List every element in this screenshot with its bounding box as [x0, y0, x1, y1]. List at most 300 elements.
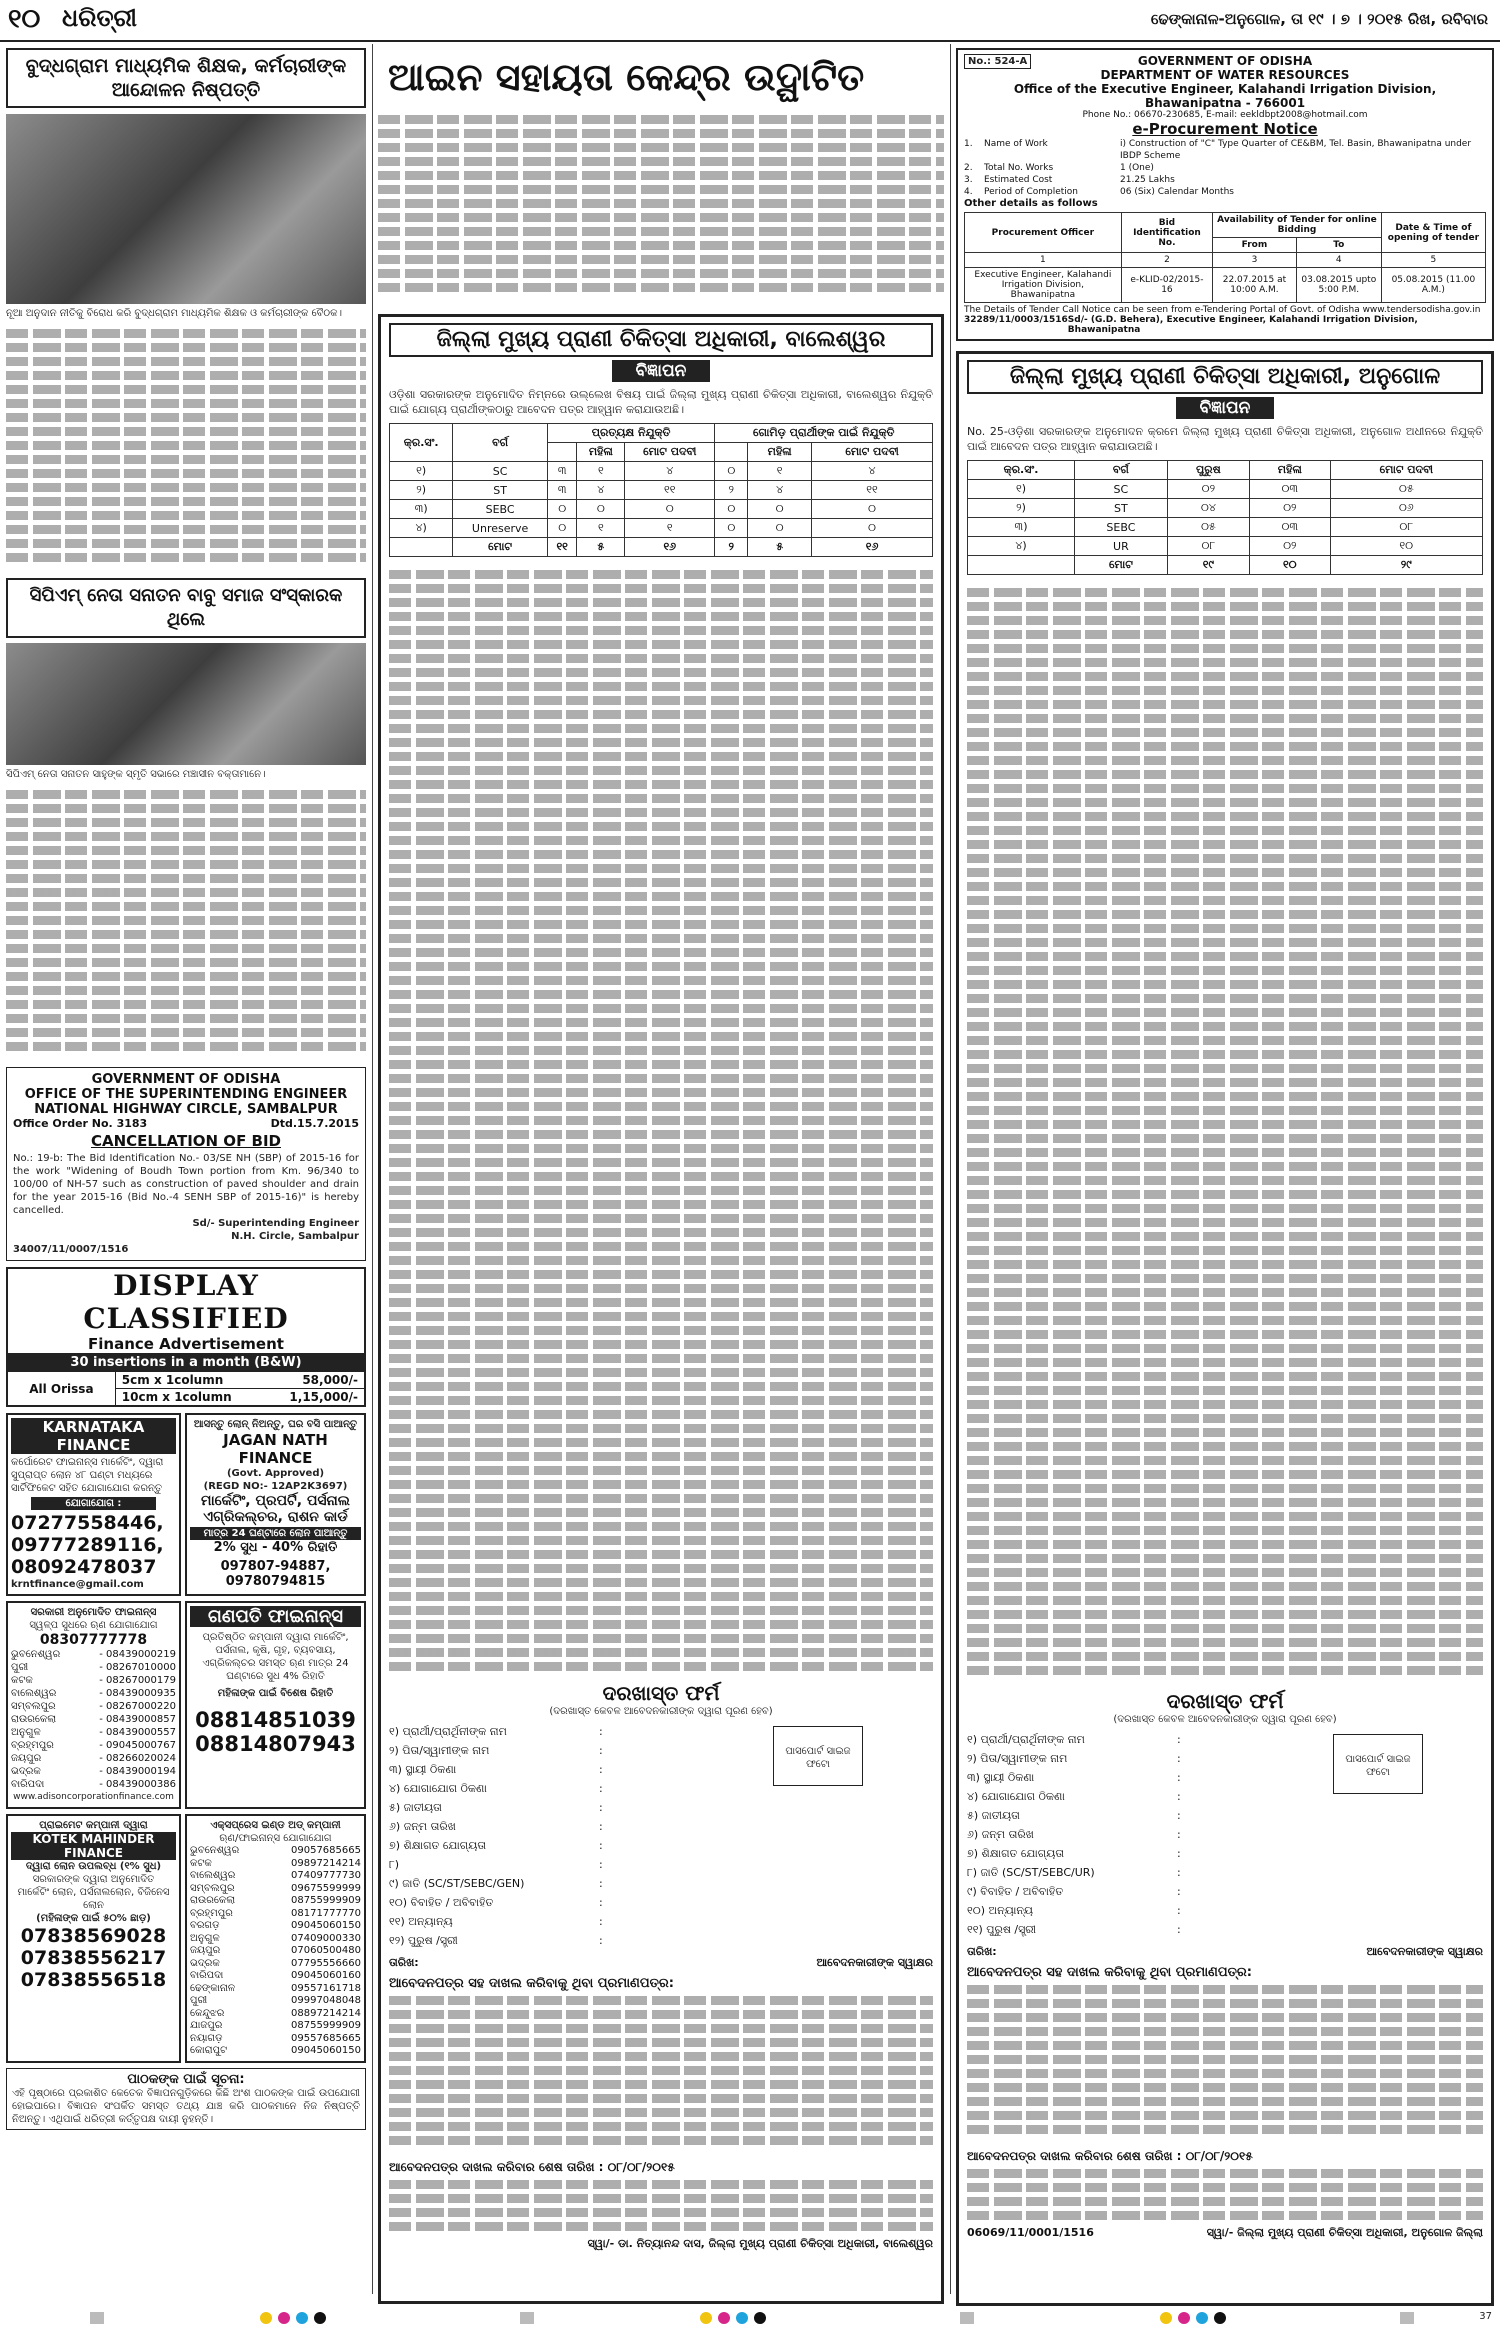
form-date: ତାରିଖ: — [389, 1956, 419, 1969]
branch-row — [190, 1945, 361, 1958]
form-field-label: ୪) ଯୋଗାଯୋଗ ଠିକଣା — [967, 1790, 1065, 1803]
table-row — [968, 480, 1483, 499]
rate-price: 58,000/- — [302, 1373, 358, 1387]
th-from: From — [1213, 238, 1297, 253]
table-row — [968, 537, 1483, 556]
branch-phone: - 08439000557 — [99, 1727, 176, 1738]
jagannath-finance-ad — [185, 1413, 366, 1596]
column-divider — [950, 44, 951, 2294]
left-column — [6, 48, 366, 2130]
print-registration-strip — [0, 2306, 1500, 2328]
express-finance-ad — [185, 1814, 366, 2063]
ad-govt: (Govt. Approved) — [226, 1468, 325, 1479]
branch-place: ବାଲେଶ୍ୱର — [11, 1688, 57, 1699]
form-field — [967, 1844, 1483, 1863]
th-total: ମୋଟ ପଦବୀ — [812, 443, 933, 462]
notice-ref: 32289/11/0003/1516 — [964, 315, 1068, 325]
branch-phone: 07060500480 — [291, 1945, 361, 1956]
branch-row — [190, 1908, 361, 1921]
form-field — [389, 1855, 933, 1874]
form-field-label: ୧୨) ପୁରୁଷ /ସ୍ତ୍ରୀ — [389, 1934, 458, 1947]
branch-place: ପୁରୀ — [11, 1662, 29, 1673]
form-field-label: ୯) ବିବାହିତ / ଅବିବାହିତ — [967, 1885, 1064, 1898]
branch-place: ଭଦ୍ରକ — [190, 1957, 220, 1969]
notice-sign: Sd/- Superintending Engineer — [192, 1218, 359, 1229]
branch-row — [11, 1739, 176, 1752]
form-field — [967, 1863, 1483, 1882]
td-to: 03.08.2015 upto 5:00 P.M. — [1296, 268, 1381, 303]
branch-row — [11, 1713, 176, 1726]
branch-place: ବ୍ରହ୍ମପୁର — [11, 1740, 54, 1751]
th-direct: ପ୍ରତ୍ୟକ୍ଷ ନିଯୁକ୍ତି — [547, 424, 715, 443]
column-number: 3 — [1213, 253, 1297, 268]
ad-tag: ବିଜ୍ଞାପନ — [1176, 397, 1275, 419]
th-category: ବର୍ଗ — [453, 424, 548, 462]
form-title: ଦରଖାସ୍ତ ଫର୍ମ — [1166, 1689, 1284, 1713]
form-signature-label: ଆବେଦନକାରୀଙ୍କ ସ୍ୱାକ୍ଷର — [1366, 1945, 1483, 1958]
ad-phone: 08092478037 — [11, 1556, 157, 1578]
table-cell: ୪ — [625, 462, 715, 481]
th-availability: Availability of Tender for online Bidding — [1213, 213, 1382, 238]
item-number: 4. — [964, 187, 973, 197]
table-cell: ୪ — [812, 462, 933, 481]
ad-title: ଜିଲ୍ଲା ମୁଖ୍ୟ ପ୍ରାଣୀ ଚିକିତ୍ସା ଅଧିକାରୀ, ଅନୁଗୋଳ — [967, 360, 1483, 394]
ad-ref: 06069/11/0001/1516 — [967, 2226, 1094, 2239]
ad-line: ଦ୍ୱାରା ଲୋନ ଉପଲବ୍ଧ (୧% ସୁଧ) — [25, 1861, 162, 1872]
ad-phone: 08307777778 — [39, 1632, 148, 1648]
notice-office: Office of the Executive Engineer, Kalahandi Irrigation Division, Bhawanipatna - 766001 — [1013, 82, 1437, 110]
ad-sub: ଋଣ/ଫାଇନାନ୍ସ ଯୋଗାଯୋଗ — [219, 1833, 332, 1844]
ad-body: କର୍ପୋରେଟ ଫାଇନାନ୍ସ ମାର୍କେଟିଂ, ଦ୍ୱାରା ସୁପ୍ରାପ୍ତ ଲୋନ ୪୮ ଘଣ୍ଟା ମଧ୍ୟରେ ସାର୍ଟିଫିକେଟ ସହିତ ଯୋଗାଯୋଗ କରନ୍ତୁ — [11, 1457, 164, 1494]
th-to: To — [1296, 238, 1381, 253]
table-cell: ୦ — [547, 519, 577, 538]
branch-row — [190, 1895, 361, 1908]
branch-phone: - 08439000935 — [99, 1688, 176, 1699]
attach-title: ଆବେଦନପତ୍ର ସହ ଦାଖଲ କରିବାକୁ ଥିବା ପ୍ରମାଣପତ୍ର: — [967, 1965, 1252, 1980]
column-number: 2 — [1121, 253, 1212, 268]
form-field — [389, 1931, 933, 1950]
branch-phone: 07795556660 — [291, 1957, 361, 1969]
table-cell: ୨୯ — [1330, 556, 1482, 575]
table-row — [390, 519, 933, 538]
paper-name: ଧରିତ୍ରୀ — [62, 4, 137, 32]
form-field-colon: : — [1177, 1790, 1181, 1803]
article-headline-box — [6, 48, 366, 108]
table-cell: SEBC — [453, 500, 548, 519]
branch-phone: 08171777770 — [291, 1907, 361, 1919]
notice-item — [964, 162, 1486, 174]
page-number: ୧୦ — [8, 4, 41, 34]
branch-row — [11, 1726, 176, 1739]
notice-title: CANCELLATION OF BID — [90, 1132, 281, 1150]
display-classified — [6, 1267, 366, 1407]
th-special: ଗୋମିଡ଼ ପ୍ରାର୍ଥୀଙ୍କ ପାଇଁ ନିଯୁକ୍ତି — [715, 424, 933, 443]
table-cell: ୦୨ — [1250, 537, 1331, 556]
form-title: ଦରଖାସ୍ତ ଫର୍ମ — [602, 1681, 720, 1705]
tender-table — [964, 212, 1486, 303]
form-field — [967, 1825, 1483, 1844]
notice-circle: NATIONAL HIGHWAY CIRCLE, SAMBALPUR — [34, 1102, 338, 1117]
ad-line: (ମହିଳାଙ୍କ ପାଇଁ ୫୦% ଛାଡ଼) — [36, 1913, 151, 1924]
ad-phone: 08814807943 — [195, 1732, 356, 1756]
ad-line: ମାର୍କେଟିଂ ଲୋନ, ପର୍ସନାଲଲୋନ, ବିଜିନେସ ଲୋନ — [17, 1887, 170, 1911]
table-cell: ୧୦ — [1330, 537, 1482, 556]
table-cell: ମୋଟ — [453, 538, 548, 557]
branch-place: କେନ୍ଦୁଝର — [190, 2007, 225, 2019]
branch-row — [190, 2045, 361, 2058]
table-row — [390, 500, 933, 519]
ad-email: krntfinance@gmail.com — [11, 1579, 144, 1590]
table-cell: SC — [1075, 480, 1168, 499]
table-cell: ୧୧ — [547, 538, 577, 557]
attach-list — [389, 1991, 933, 2156]
branch-row — [190, 2020, 361, 2033]
td-officer: Executive Engineer, Kalahandi Irrigation Division, Bhawanipatna — [965, 268, 1122, 303]
ad-top: ପ୍ରାଇମେଟ କମ୍ପାନୀ ଦ୍ୱାରା — [39, 1820, 148, 1831]
branch-phone: - 08439000857 — [99, 1714, 176, 1725]
ad-branch-list — [190, 1845, 361, 2058]
branch-place: ବରଗଡ଼ — [190, 1920, 220, 1931]
ad-tag: ବିଜ୍ଞାପନ — [612, 360, 711, 382]
form-field-colon: : — [599, 1877, 603, 1890]
branch-row — [190, 2008, 361, 2021]
th-total: ମୋଟ ପଦବୀ — [625, 443, 715, 462]
notice-details: The Details of Tender Call Notice can be seen from e-Tendering Portal of Govt. of Odisha www.tendersodisha.gov.in — [964, 305, 1481, 315]
form-field-label: ୨) ପିତା/ସ୍ୱାମୀଙ୍କ ନାମ — [967, 1752, 1068, 1765]
branch-row — [190, 1970, 361, 1983]
table-cell: ୧୯ — [1167, 556, 1249, 575]
ad-intro: ଓଡ଼ିଶା ସରକାରଙ୍କ ଅନୁମୋଦିତ ନିମ୍ନରେ ଉଲ୍ଲେଖ ବିଷୟ ପାଇଁ ଜିଲ୍ଲା ମୁଖ୍ୟ ପ୍ରାଣୀ ଚିକିତ୍ସା ଅଧିକାରୀ, ବାଲେଶ୍ୱର ନିଯୁକ୍ତି ପାଇଁ ଯୋଗ୍ୟ ପ୍ରାର୍ଥୀଙ୍କଠାରୁ ଆବେଦନ ପତ୍ର ଆହ୍ୱାନ କରାଯାଉଅଛି। — [389, 388, 933, 416]
attach-title: ଆବେଦନପତ୍ର ସହ ଦାଖଲ କରିବାକୁ ଥିବା ପ୍ରମାଣପତ୍ର: — [389, 1976, 674, 1991]
branch-phone: - 08267010000 — [99, 1662, 176, 1673]
ad-title: ଗଣପତି ଫାଇନାନ୍ସ — [190, 1606, 361, 1627]
branch-row — [190, 1845, 361, 1858]
notice-govt: GOVERNMENT OF ODISHA — [1137, 54, 1313, 68]
masthead-rule — [0, 40, 1500, 42]
table-cell: ୦ — [547, 500, 577, 519]
table-cell: ୦୮ — [1167, 537, 1249, 556]
item-value: 21.25 Lakhs — [1120, 175, 1175, 185]
ad-top: ଆସନ୍ତୁ ଲୋନ୍ ନିଅନ୍ତୁ, ଘର ବସି ପାଆନ୍ତୁ — [193, 1419, 358, 1430]
last-date: ଆବେଦନପତ୍ର ଦାଖଲ କରିବାର ଶେଷ ତାରିଖ : ୦୮/୦୮/୨୦୧୫ — [967, 2149, 1253, 2163]
branch-place: ରାଉରକେଲା — [11, 1714, 57, 1725]
form-field-label: ୫) ଜାତୀୟତା — [967, 1809, 1020, 1822]
branch-place: ବାରିପଦା — [11, 1779, 45, 1790]
table-cell: ୧ — [625, 519, 715, 538]
form-field-label: ୭) ଶିକ୍ଷାଗତ ଯୋଗ୍ୟତା — [389, 1839, 487, 1852]
branch-phone: - 08267000179 — [99, 1675, 176, 1686]
branch-place: ସମ୍ବଲପୁର — [11, 1701, 56, 1712]
form-field-colon: : — [599, 1801, 603, 1814]
adison-finance-ad — [6, 1601, 181, 1809]
form-field-label: ୮) ଜାତି (SC/ST/SEBC/UR) — [967, 1866, 1095, 1879]
item-value: 06 (Six) Calendar Months — [1120, 187, 1234, 197]
attach-list — [967, 1980, 1483, 2145]
form-field-colon: : — [599, 1934, 603, 1947]
notice-office: OFFICE OF THE SUPERINTENDING ENGINEER — [24, 1087, 348, 1102]
th-sl: କ୍ର.ସଂ. — [390, 424, 453, 462]
form-field-label: ୩) ସ୍ଥାୟୀ ଠିକଣା — [967, 1771, 1035, 1784]
form-field-colon: : — [599, 1782, 603, 1795]
ad-phone: 07838556518 — [20, 1969, 167, 1991]
branch-phone: - 08439000219 — [99, 1649, 176, 1660]
ganapati-finance-ad — [185, 1601, 366, 1809]
article-body-text — [6, 324, 366, 574]
form-field-label: ୧୧) ପୁରୁଷ /ସ୍ତ୍ରୀ — [967, 1923, 1037, 1936]
photo-caption: ସିପିଏମ୍ ନେତା ସନାତନ ସାହୁଙ୍କ ସ୍ମୃତି ସଭାରେ ମଞ୍ଚାସୀନ ବକ୍ତାମାନେ। — [6, 769, 266, 780]
notice-item — [964, 138, 1486, 162]
table-cell: SEBC — [1075, 518, 1168, 537]
branch-row — [11, 1661, 176, 1674]
form-field-label: ୧) ପ୍ରାର୍ଥୀ/ପ୍ରାର୍ଥିନୀଙ୍କ ନାମ — [967, 1733, 1085, 1746]
form-field — [967, 1882, 1483, 1901]
table-cell: ୦୪ — [1167, 499, 1249, 518]
branch-row — [190, 2033, 361, 2046]
water-resources-notice — [956, 48, 1494, 341]
form-field — [389, 1798, 933, 1817]
ad-phone: 097807-94887, 09780794815 — [220, 1559, 331, 1589]
rate-size: 5cm x 1column — [121, 1373, 224, 1387]
branch-phone: 09675599999 — [291, 1882, 361, 1894]
notice-ref: 34007/11/0007/1516 — [13, 1244, 129, 1255]
th-women: ମହିଳା — [577, 443, 625, 462]
ad-body: ପ୍ରତିଷ୍ଠିତ କମ୍ପାନୀ ଦ୍ୱାରା ମାର୍କେଟିଂ, ପର୍ସନାଲ, କୃଷି, ଗୃହ, ବ୍ୟବସାୟ, ଏଗ୍ରିକଲ୍ଚର ସମସ୍ତ ଋଣ ମାତ୍ର 24 ଘଣ୍ଟାରେ ସୁଧ 4% ରିହାତି — [202, 1632, 349, 1682]
table-header-cell: ପୁରୁଷ — [1167, 461, 1249, 480]
branch-place: ସମ୍ବଲପୁର — [190, 1882, 235, 1894]
table-cell: Unreserve — [453, 519, 548, 538]
table-cell: ୦ — [625, 500, 715, 519]
branch-row — [11, 1674, 176, 1687]
branch-row — [190, 1858, 361, 1871]
branch-place: ରାଉରକେଲା — [190, 1895, 236, 1906]
table-cell: ୦୩ — [1250, 480, 1331, 499]
td-opening: 05.08.2015 (11.00 A.M.) — [1381, 268, 1485, 303]
table-cell: ୫ — [748, 538, 812, 557]
branch-place: ଭୁବନେଶ୍ୱର — [190, 1845, 240, 1856]
table-cell: ୨) — [968, 499, 1075, 518]
table-cell: ୧୧ — [812, 481, 933, 500]
branch-row — [11, 1648, 176, 1661]
table-cell: ୦ — [812, 500, 933, 519]
ad-contact-label: ଯୋଗାଯୋଗ : — [31, 1497, 156, 1510]
branch-phone: 09557685665 — [291, 2032, 361, 2044]
ad-title: ସରକାରୀ ଅନୁମୋଦିତ ଫାଇନାନ୍ସ — [30, 1607, 157, 1618]
form-field-colon: : — [599, 1725, 603, 1738]
branch-phone: - 08267000220 — [99, 1701, 176, 1712]
notice-body: No.: 19-b: The Bid Identification No.- 03/SE NH (SBP) of 2015-16 for the work "Widening of Boudh Town portion from Km. 96/340 to 100/00 of NH-57 such as construction of paved shoulder and drain for the year 2015-16 (Bid No.-4 SENH SBP of 2015-16)" is hereby cancelled. — [13, 1153, 359, 1216]
reader-note-title: ପାଠକଙ୍କ ପାଇଁ ସୂଚନା: — [127, 2071, 245, 2087]
ad-signature: ସ୍ୱା/- ଡା. ନିତ୍ୟାନନ୍ଦ ଦାସ, ଜିଲ୍ଲା ମୁଖ୍ୟ ପ୍ରାଣୀ ଚିକିତ୍ସା ଅଧିକାରୀ, ବାଲେଶ୍ୱର — [587, 2237, 933, 2250]
photo-caption: ନୂଆ ଅନୁଦାନ ନୀତିକୁ ବିରୋଧ କରି ବୁଦ୍ଧଗ୍ରାମ ମାଧ୍ୟମିକ ଶିକ୍ଷକ ଓ କର୍ମଚାରୀଙ୍କ ବୈଠକ। — [6, 308, 342, 319]
item-value: i) Construction of "C" Type Quarter of CE&BM, Tel. Basin, Bhawanipatna under IBDP Scheme — [1120, 139, 1472, 161]
kotek-finance-ad — [6, 1814, 181, 2063]
table-cell: ୧ — [748, 462, 812, 481]
table-cell: ୪ — [577, 481, 625, 500]
table-cell: ୦୨ — [1167, 480, 1249, 499]
ad-note-text — [389, 2175, 933, 2233]
table-cell: ୧୬ — [812, 538, 933, 557]
ad-branch-list — [11, 1648, 176, 1791]
form-field-label: ୮) — [389, 1858, 400, 1871]
branch-place: ବାରିପଦା — [190, 1970, 224, 1981]
table-cell: ୩) — [390, 500, 453, 519]
form-field-colon: : — [1177, 1923, 1181, 1936]
branch-place: ପୁରୀ — [190, 1995, 208, 2006]
branch-place: କଟକ — [11, 1675, 33, 1686]
form-field-colon: : — [599, 1858, 603, 1871]
th-officer: Procurement Officer — [965, 213, 1122, 253]
ad-phone: 09777289116, — [11, 1534, 164, 1556]
table-cell: ୦୨ — [1250, 499, 1331, 518]
form-field — [967, 1806, 1483, 1825]
angul-vet-ad — [956, 351, 1494, 2306]
column-number: 5 — [1381, 253, 1485, 268]
column-number: 1 — [965, 253, 1122, 268]
classified-region: All Orissa — [8, 1372, 116, 1405]
branch-place: ବାଲେଶ୍ୱର — [190, 1870, 236, 1881]
nh-cancellation-notice — [6, 1067, 366, 1261]
td-from: 22.07.2015 at 10:00 A.M. — [1213, 268, 1297, 303]
ad-title: KOTEK MAHINDER FINANCE — [11, 1832, 176, 1860]
table-cell: ୨ — [715, 481, 748, 500]
branch-phone: 09045060150 — [291, 1920, 361, 1931]
form-subtitle: (ଦରଖାସ୍ତ କେବଳ ଆବେଦନକାରୀଙ୍କ ଦ୍ୱାରା ପୂରଣ ହେବ) — [549, 1706, 773, 1717]
form-field-colon: : — [599, 1839, 603, 1852]
form-field-label: ୯) ଜାତି (SC/ST/SEBC/GEN) — [389, 1877, 525, 1890]
article-headline: ସିପିଏମ୍ ନେତା ସନାତନ ବାବୁ ସମାଜ ସଂସ୍କାରକ ଥିଲେ — [29, 585, 343, 630]
branch-row — [11, 1752, 176, 1765]
table-cell: ୪) — [390, 519, 453, 538]
reader-note-body: ଏହି ପୃଷ୍ଠାରେ ପ୍ରକାଶିତ କେତେକ ବିଜ୍ଞାପନଗୁଡ଼ିକରେ କିଛି ଅଂଶ ପାଠକଙ୍କ ପାଇଁ ଉପଯୋଗୀ ହୋଇପାରେ। ବିଜ୍ଞାପନ ସଂପର୍କିତ ସମସ୍ତ ତଥ୍ୟ ଯାଞ୍ଚ କରି ପାଠକମାନେ ନିଜ ନିଷ୍ପତ୍ତି ନିଅନ୍ତୁ। ଏଥିପାଇଁ ଧରିତ୍ରୀ କର୍ତ୍ତୃପକ୍ଷ ଦାୟୀ ନୁହନ୍ତି। — [12, 2087, 360, 2125]
branch-row — [190, 1883, 361, 1896]
form-field-label: ୧୦) ବିବାହିତ / ଅବିବାହିତ — [389, 1896, 494, 1909]
table-cell: ୧୬ — [625, 538, 715, 557]
branch-place: କୋରାପୁଟ — [190, 2045, 228, 2056]
table-cell: ୨ — [715, 538, 748, 557]
ad-intro: No. 25-ଓଡ଼ିଶା ସରକାରଙ୍କ ଅନୁମୋଦନ କ୍ରମେ ଜିଲ୍ଲା ମୁଖ୍ୟ ପ୍ରାଣୀ ଚିକିତ୍ସା ଅଧିକାରୀ, ଅନୁଗୋଳ ଅଧୀନରେ ନିଯୁକ୍ତି ପାଇଁ ଆବେଦନ ପତ୍ର ଆହ୍ୱାନ କରାଯାଉଅଛି। — [967, 425, 1483, 453]
branch-row — [190, 1995, 361, 2008]
branch-phone: 09557161718 — [291, 1982, 361, 1994]
table-cell: ST — [1075, 499, 1168, 518]
table-row — [390, 481, 933, 500]
notice-other: Other details as follows — [964, 198, 1098, 209]
branch-row — [190, 1870, 361, 1883]
form-field-label: ୪) ଯୋଗାଯୋଗ ଠିକଣା — [389, 1782, 487, 1795]
branch-phone: 08755999909 — [291, 2020, 361, 2031]
table-cell: ୦୮ — [1330, 518, 1482, 537]
form-field — [967, 1920, 1483, 1939]
ad-line: ମହିଳାଙ୍କ ପାଇଁ ବିଶେଷ ରିହାତି — [217, 1688, 334, 1699]
branch-phone: 08755999909 — [291, 1895, 361, 1906]
branch-row — [190, 1983, 361, 1996]
branch-phone: 07409000330 — [291, 1932, 361, 1944]
branch-place: ଯାଜପୁର — [190, 2020, 223, 2031]
form-field — [389, 1817, 933, 1836]
ad-line: ମାତ୍ର 24 ଘଣ୍ଟାରେ ଲୋନ ପାଆନ୍ତୁ — [190, 1527, 361, 1540]
branch-place: ନୟାଗଡ଼ — [190, 2032, 223, 2044]
table-cell: ୦୫ — [1330, 480, 1482, 499]
table-row — [968, 518, 1483, 537]
form-field-label: ୧) ପ୍ରାର୍ଥୀ/ପ୍ରାର୍ଥିନୀଙ୍କ ନାମ — [389, 1725, 507, 1738]
form-field — [967, 1901, 1483, 1920]
table-cell: ୩) — [968, 518, 1075, 537]
footer-page-number: 37 — [1479, 2311, 1492, 2322]
notice-contact: Phone No.: 06670-230685, E-mail: eekldbpt2008@hotmail.com — [1082, 110, 1368, 120]
table-cell: ୩ — [547, 481, 577, 500]
notice-title: e-Procurement Notice — [1132, 120, 1318, 138]
ad-phone: 07277558446, — [11, 1512, 164, 1534]
form-field-colon: : — [599, 1915, 603, 1928]
form-date: ତାରିଖ: — [967, 1945, 997, 1958]
order-number: Office Order No. 3183 — [13, 1117, 148, 1130]
form-subtitle: (ଦରଖାସ୍ତ କେବଳ ଆବେଦନକାରୀଙ୍କ ଦ୍ୱାରା ପୂରଣ ହେବ) — [1113, 1714, 1337, 1725]
ad-intro: ସ୍ୱଳ୍ପ ସୁଧରେ ଋଣ ଯୋଗାଯୋଗ — [29, 1620, 158, 1631]
branch-place: ଭଦ୍ରକ — [11, 1766, 41, 1777]
item-key: Name of Work — [984, 139, 1048, 149]
table-cell: ୧) — [968, 480, 1075, 499]
form-field-colon: : — [599, 1744, 603, 1757]
ad-body-text — [389, 565, 933, 1675]
ad-phone: 08814851039 — [195, 1708, 356, 1732]
branch-row — [11, 1778, 176, 1791]
table-cell: ୧୦ — [1250, 556, 1331, 575]
form-field — [389, 1836, 933, 1855]
form-field-colon: : — [1177, 1885, 1181, 1898]
news-photo — [6, 114, 366, 304]
branch-place: ଅନୁଗୁଳ — [190, 1932, 220, 1944]
table-cell: ୨) — [390, 481, 453, 500]
form-field-colon: : — [1177, 1904, 1181, 1917]
form-field-colon: : — [1177, 1809, 1181, 1822]
table-cell: ୧ — [577, 462, 625, 481]
form-field-colon: : — [1177, 1733, 1181, 1746]
table-cell: ST — [453, 481, 548, 500]
notice-sign: Sd/- (G.D. Behera), Executive Engineer, Kalahandi Irrigation Division, Bhawanipatna — [1067, 315, 1418, 335]
form-field-label: ୬) ଜନ୍ମ ତାରିଖ — [389, 1820, 456, 1833]
table-header-cell: ମହିଳା — [1250, 461, 1331, 480]
table-cell: ୦ — [577, 500, 625, 519]
item-value: 1 (One) — [1120, 163, 1154, 173]
table-header-cell: ବର୍ଗ — [1075, 461, 1168, 480]
item-key: Total No. Works — [984, 163, 1054, 173]
branch-phone: 09057685665 — [291, 1845, 361, 1856]
branch-place: ଜୟପୁର — [190, 1945, 221, 1956]
branch-row — [190, 1958, 361, 1971]
notice-item — [964, 186, 1486, 198]
table-header-cell: କ୍ର.ସଂ. — [968, 461, 1075, 480]
form-field — [389, 1874, 933, 1893]
branch-phone: 08897214214 — [291, 2007, 361, 2019]
ad-body-text — [967, 583, 1483, 1683]
form-field — [389, 1912, 933, 1931]
form-field-colon: : — [1177, 1771, 1181, 1784]
column-divider — [372, 44, 373, 2294]
form-field-label: ୩) ସ୍ଥାୟୀ ଠିକଣା — [389, 1763, 457, 1776]
right-column — [956, 48, 1494, 2306]
classified-bar: 30 insertions in a month (B&W) — [8, 1353, 364, 1372]
branch-place: ବ୍ରହ୍ମପୁର — [190, 1907, 233, 1919]
branch-row — [11, 1765, 176, 1778]
notice-govt: GOVERNMENT OF ODISHA — [91, 1072, 281, 1087]
table-cell: ୧) — [390, 462, 453, 481]
branch-phone: 09045060160 — [291, 1970, 361, 1981]
article-body-text — [6, 785, 366, 1061]
form-field-label: ୧୦) ଅନ୍ୟାନ୍ୟ — [967, 1904, 1033, 1917]
branch-phone: - 08266020024 — [99, 1753, 176, 1764]
ad-phone: 07838569028 — [20, 1925, 167, 1947]
item-key: Period of Completion — [984, 187, 1079, 197]
td-bid-id: e-KLID-02/2015-16 — [1121, 268, 1212, 303]
